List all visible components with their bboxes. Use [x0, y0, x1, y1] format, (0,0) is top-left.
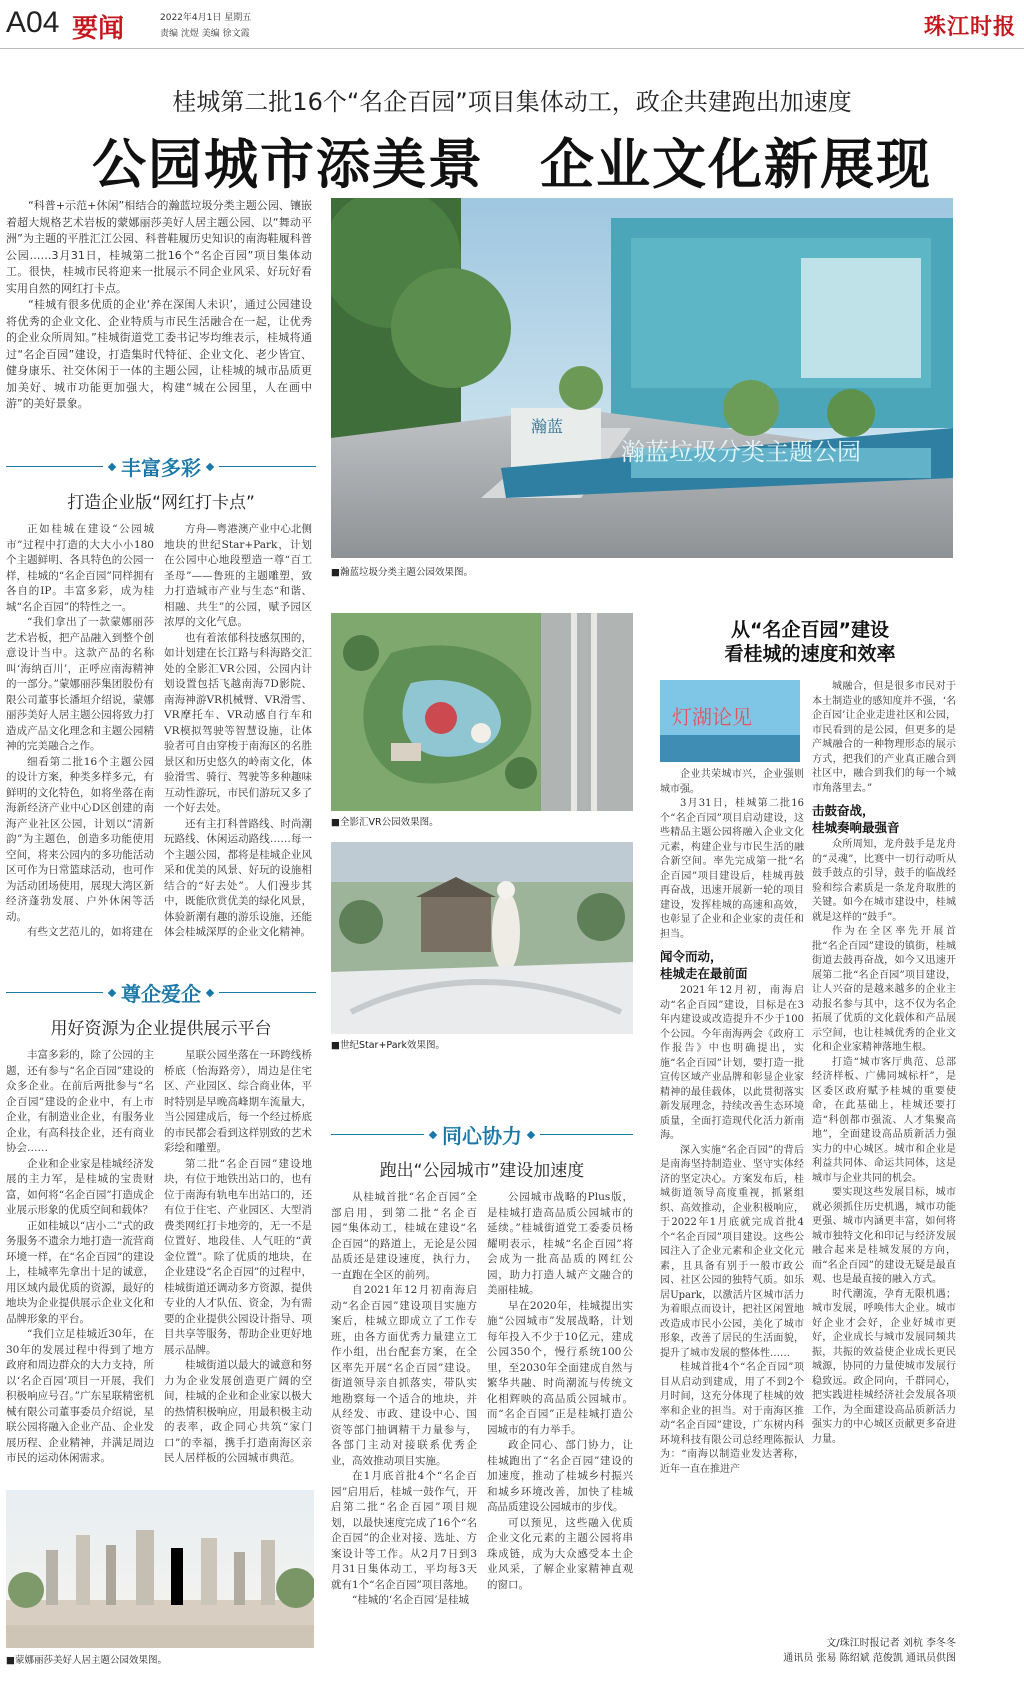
paragraph: 正如桂城以“店小二”式的政务服务不遗余力地打造一流营商环境一样，在“名企百园”的建设上，桂城率先拿出十足的诚意，用区域内最优质的资源，最好的地块为企业提供展示企业文化和品牌形象的平台。	[6, 1219, 154, 1325]
column-logo-art	[660, 680, 800, 762]
paragraph: 3月31日，桂城第二批16个“名企百园”项目启动建设，这些精品主题公园将融入企业文化元素，构建企业与市民生活的融合新空间。率先完成第一批“名企百园”项目建设后，桂城再鼓再奋战，迅速开展新一轮的项目建设，发挥桂城的高速和高效，也彰显了企业和企业家的责任和担当。	[660, 798, 804, 940]
paragraph: 也有着浓郁科技感氛围的，如计划建在长江路与科海路交汇处的全影汇VR公园，公园内计划设置包括飞越南海7D影院、南海神游VR机械臂、VR滑雪、VR摩托车、VR动感自行车和VR模拟驾驶等智慧设施，让体验者可自由穿梭于南海区的名胜景区和历史悠久的岭南文化，体验滑雪、骑行、驾驶等多种趣味互动性游玩，市民们游玩又多了一个好去处。	[164, 631, 312, 814]
paragraph: 第二批“名企百园”建设地块，有位于地铁出站口的，也有位于南海有轨电车出站口的，还有位于住宅、产业园区、大型消费类网红打卡地旁的，无一不是位置好、地段佳、人气旺的“黄金位置”。除了优质的地块，在企业建设“名企百园”的过程中，桂城街道还调动多方资源，提供专业的人才队伍、资金，为有需要的企业提供公园设计指导、项目共享等服务，帮助企业更好地展示品牌。	[164, 1157, 312, 1356]
paragraph: 时代潮流，孕育无限机遇；城市发展，呼唤伟大企业。城市好企业才会好，企业好城市更好，企业成长与城市发展同频共振，共振的效益使企业成长更民城源，协同的力量使城市发展行稳致远。政企同向，千群同心，把实践进桂城经济社会发展各项工作，为全面建设高品质新活力强实力的中心城区贡献更多奋进力量。	[812, 1288, 956, 1445]
header-rule	[0, 48, 1024, 49]
commentary-column-1	[660, 768, 804, 1623]
paper-logo: 珠江时报	[923, 14, 1016, 40]
paragraph: “我们立足桂城近30年，在30年的发展过程中得到了地方政府和周边群众的大力支持，所以‘名企百园’项目一开展，我们积极响应号召。”广东星联精密机械有限公司董事委员介绍说，星联公园将融入企业产品、企业发展历程、企业精神，并满足周边市民的运动休闲需求。	[6, 1328, 154, 1464]
section-subtitle-1: 打造企业版“网红打卡点”	[67, 493, 255, 513]
paragraph: “桂城的‘名企百园’是桂城	[352, 1594, 470, 1606]
page-number: A04	[6, 6, 60, 39]
photo-caption: ■世纪Star+Park效果图。	[331, 1040, 445, 1051]
paragraph: “我们拿出了一款蒙娜丽莎艺术岩板，把产品融入到整个创意设计当中。这款产品的名称叫‘海纳百川’，正呼应南海精神的一部分。”蒙娜丽莎集团股份有限公司董事长潘垣介绍说，蒙娜丽莎美好人居主题公园将致力打造成产品文化理念和主题公园精神的完美融合之作。	[6, 616, 154, 752]
photo-vr-park	[331, 613, 633, 811]
section-title-2	[6, 978, 316, 1007]
paragraph: 自2021年12月初南海启动“名企百园”建设项目实施方案后，桂城立即成立了工作专班，由各方面优秀力量建立工作小组，出台配套方案，在全区率先开展“名企百园”建设。街道领导亲自抓落实，带队实地勘察每一个适合的地块，并从经发、市政、建设中心、国资等部门抽调精干力量参与，各部门主动对接联系优秀企业，高效推动项目实施。	[331, 1284, 477, 1467]
paragraph: 桂城首批4个“名企百园”项目从启动到建成，用了不到2个月时间，这充分体现了桂城的效率和企业的担当。对于南海区推动“名企百园”建设，广东树内科环境科技有限公司总经理陈振认为：“南海以制造业发达著称，近年一直在推进产	[660, 1362, 804, 1475]
star-park-illustration	[331, 842, 633, 1034]
paragraph: 城融合，但是很多市民对于本土制造业的感知度并不强，‘名企百园’让企业走进社区和公园，市民看到的是公园，但更多的是产城融合的一种物理形态的展示方式，把我们的产业真正融合到社区中，融合到我们的每一个城市角落里去。”	[812, 681, 956, 794]
article-subheadline: 桂城第二批16个“名企百园”项目集体动工，政企共建跑出加速度	[172, 88, 852, 116]
section-subtitle-3: 跑出“公园城市”建设加速度	[379, 1161, 585, 1181]
section-label: 要闻	[72, 14, 125, 44]
lead-paragraph: “桂城有很多优质的企业‘养在深闺人未识’，通过公园建设将优秀的企业文化、企业特质与市民生活融合在一起，让优秀的企业众所周知。”桂城街道党工委书记岑均维表示，桂城将通过“名企百园”建设，打造集时代特征、企业文化、老少皆宜、健身康乐、社交休闲于一体的主题公园，让桂城的城市品质更加美好、城市功能更加强大，构建“城在公园里，人在画中游”的美好景象。	[6, 298, 312, 410]
hanlan-logo-sign: 瀚蓝	[531, 417, 564, 436]
commentary-subheading: 击鼓奋战， 桂城奏响最强音	[812, 803, 900, 835]
commentary-art	[660, 680, 800, 762]
commentary-column-2	[812, 680, 956, 1623]
paragraph: 深入实施“名企百园”的背后是南海坚持制造业、坚守实体经济的坚定决心。方案发布后，桂城街道领导高度重视，抓紧组织、高效推动，企业积极响应，于2022年1月底就完成首批4个“名企百园”项目建设。这些公园注入了企业元素和企业文化元素，且具备有别于一般市政公园、社区公园的独特气质。如乐居Upark，以激活片区城市活力为着眼点而设计，把社区闲置地改造成市民小公园，美化了城市形象，改善了居民的生活面貌，提升了城市发展的整体性……	[660, 1144, 804, 1359]
article-headline: 公园城市添美景 企业文化新展现	[92, 133, 932, 196]
section2-column-1	[6, 1048, 154, 1480]
paragraph: 桂城街道以最大的诚意和努力为企业发展创造更广阔的空间，桂城的企业和企业家以极大的热情积极响应，用最积极主动的表率，政企同心共筑“家门口”的幸福，携手打造南海区亲民人居样板的公园城市典范。	[164, 1359, 312, 1464]
paragraph: 要实现这些发展目标，城市就必须抓住历史机遇，城市功能更强、城市内涵更丰富，如何将城市独特文化和印记与经济发展融合起来是桂城发展的方向，而“名企百园”的建设无疑是最直观、也是最直接的融入方式。	[812, 1187, 956, 1285]
paragraph: 有些文艺范儿的，如将建在	[27, 926, 153, 938]
section1-column-2	[164, 522, 312, 944]
editor-credits: 责编 沈煜 美编 徐文霞	[160, 29, 250, 39]
paragraph: 还有主打科普路线、时尚潮玩路线、休闲运动路线……每一个主题公园，都将是桂城企业风采和优美的风景、好玩的设施相结合的“好去处”。人们漫步其中，既能欣赏优美的绿化风景，体验新潮有趣的游乐设施，还能体会桂城深厚的企业文化精神。	[164, 817, 312, 938]
paragraph: 公园城市战略的Plus版，是桂城打造高品质公园城市的延续。”桂城街道党工委委员杨耀明表示，桂城“名企百园”将会成为一批高品质的网红公园，助力打造人城产文融合的美丽桂城。	[487, 1191, 633, 1296]
section-title-text: 丰富多彩	[121, 456, 201, 480]
monalisa-park-illustration	[6, 1490, 314, 1648]
photo-caption: ■瀚蓝垃圾分类主题公园效果图。	[331, 567, 473, 578]
paragraph: 在1月底首批4个“名企百园”启用后，桂城一鼓作气，开启第二批“名企百园”项目规划，以最快速度完成了16个“名企百园”的企业对接、选址、方案设计等工作。从2月7日到3月31日集体动工，平均每3天就有1个“名企百园”项目落地。	[331, 1470, 477, 1591]
paragraph: 星联公园坐落在一环跨线桥桥底（怡海路旁），周边是住宅区、产业园区、综合商业体，平时特别是早晚高峰期车流量大，当公园建成后，每一个经过桥底的市民都会看到这样别致的艺术彩绘和雕塑。	[164, 1049, 312, 1154]
paragraph: 方舟—粤港澳产业中心北侧地块的世纪Star+Park，计划在公园中心地段塑造一尊“百工圣母”——鲁班的主题雕塑，致力打造城市产业与生态“和谐、相融、共生”的公园，赋予园区浓厚的文化气息。	[164, 523, 312, 628]
section-subtitle-2: 用好资源为企业提供展示平台	[50, 1019, 272, 1039]
section3-column-1	[331, 1190, 477, 1662]
hanlan-park-sign: 瀚蓝垃圾分类主题公园	[621, 438, 861, 466]
commentary-subheading: 闻令而动， 桂城走在最前面	[660, 949, 748, 981]
photo-monalisa-park	[6, 1490, 314, 1648]
paragraph: 打造“城市客厅典范、总部经济样板、广佛同城标杆”，是区委区政府赋予桂城的重要使命，在此基础上，桂城还要打造“科创都市强流、人才集聚高地”，全面建设高品质新活力强实力的中心城区。城市和企业是利益共同体、命运共同体，这是城市与企业共同的机会。	[812, 1056, 956, 1184]
article-lead	[6, 198, 312, 420]
section-title-1	[6, 452, 316, 481]
paragraph: 2021年12月初，南海启动“名企百园”建设，目标是在3年内建设或改造提升不少于100个公园。今年南海两会《政府工作报告》中也明确提出，实施“名企百园”计划，要打造一批宣传区域产业品牌和彰显企业家精神的最佳载体，以此贯彻落实新发展理念，持续改善生态环境质量，全面打造现代化活力新南海。	[660, 985, 804, 1141]
byline	[700, 1636, 956, 1666]
hanlan-park-illustration	[331, 198, 953, 558]
section1-column-1	[6, 522, 154, 944]
paragraph: 细看第二批16个主题公园的设计方案，种类多样多元，有鲜明的文化特色，如将坐落在南海新经济产业中心D区创建的南海产业社区公园，计划以“清新韵”为主题色，创造多功能使用空间，将来公园内的多功能活动区可作为日常篮球活动，也可作为活动团场使用，展现大湾区新经济蓬勃发展、户外休闲等活动。	[6, 755, 154, 923]
byline-contributors: 通讯员 张易 陈绍斌 范俊凯 通讯员供图	[783, 1653, 956, 1664]
photo-star-park	[331, 842, 633, 1034]
section-title-text: 同心协力	[442, 1124, 522, 1148]
issue-date: 2022年4月1日 星期五	[160, 13, 252, 23]
paragraph: 众所周知，龙舟鼓手是龙舟的“灵魂”，比赛中一切行动听从鼓手鼓点的引导，鼓手的临战经验和综合素质是一条龙舟取胜的关键。如今在城市建设中，桂城就是这样的“鼓手”。	[812, 839, 956, 923]
vr-park-illustration	[331, 613, 633, 811]
paragraph: 从桂城首批“名企百园”全部启用，到第二批“名企百园”集体动工，桂城在建设“名企百园”的路道上，无论是公园品质还是建设速度，执行力，一直跑在全区的前列。	[331, 1191, 477, 1281]
photo-caption: ■全影汇VR公园效果图。	[331, 817, 439, 828]
commentary-title: 从“名企百园”建设 看桂城的速度和效率	[724, 619, 896, 665]
paragraph: 作为在全区率先开展首批“名企百园”建设的镇街，桂城街道去鼓再奋战，如今又迅速开展第二批“名企百园”项目建设，让人兴奋的是越来越多的企业主动报名参与其中，这不仅为名企拓展了优质的文化载体和产品展示空间，也让桂城优秀的企业文化和企业家精神落地生根。	[812, 926, 956, 1053]
section3-column-2	[487, 1190, 633, 1662]
paragraph: 政企同心、部门协力，让桂城跑出了“名企百园”建设的加速度，推动了桂城乡村振兴和城乡环境改善，加快了桂城高品质建设公园城市的步伐。	[487, 1439, 633, 1513]
paragraph: 正如桂城在建设“公园城市”过程中打造的大大小小180个主题鲜明、各具特色的公园一样，桂城的“名企百园”同样拥有各自的IP。丰富多彩，成为桂城“名企百园”的特性之一。	[6, 523, 154, 613]
paragraph: 早在2020年，桂城提出实施“公园城市”发展战略，计划每年投入不少于10亿元，建成公园350个，慢行系统100公里，至2030年全面建成自然与繁华共融、时尚潮流与传统文化相辉映的高品质公园城市。而“名企百园”正是桂城打造公园城市的有力举手。	[487, 1299, 633, 1436]
paragraph: 丰富多彩的，除了公园的主题，还有参与“名企百园”建设的众多企业。在前后两批参与“名企百园”建设的企业中，有上市企业，有制造业企业，有服务业企业，有高科技企业，还有商业协会……	[6, 1049, 154, 1154]
paragraph: 可以预见，这些融入优质企业文化元素的主题公园将串珠成链，成为大众感受本土企业风采，了解企业家精神直观的窗口。	[487, 1516, 633, 1591]
photo-caption: ■蒙娜丽莎美好人居主题公园效果图。	[6, 1655, 167, 1666]
section-title-text: 尊企爱企	[121, 982, 201, 1006]
column-logo-text: 灯湖论见	[672, 705, 752, 729]
lead-paragraph: “科普+示范+休闲”相结合的瀚蓝垃圾分类主题公园、镶嵌着超大规格艺术岩板的蒙娜丽莎美好人居主题公园、以“舞动平洲”为主题的平胜汇江公园、科普鞋履历史知识的南海鞋履科普公园……3月31日，桂城第二批16个“名企百园”项目集体动工。很快，桂城市民将迎来一批展示不同企业风采、好玩好看实用自然的网红打卡点。	[6, 199, 312, 295]
byline-reporters: 文/珠江时报记者 刘杭 李冬冬	[826, 1638, 956, 1649]
photo-hanlan-park	[331, 198, 953, 558]
section-title-3	[331, 1120, 633, 1149]
section2-column-2	[164, 1048, 312, 1480]
paragraph: 企业和企业家是桂城经济发展的主力军，是桂城的宝贵财富，如何将“名企百园”打造成企业展示形象的优质空间和载体？	[6, 1157, 154, 1216]
paragraph: 企业共荣城市兴，企业强则城市强。	[660, 769, 804, 795]
